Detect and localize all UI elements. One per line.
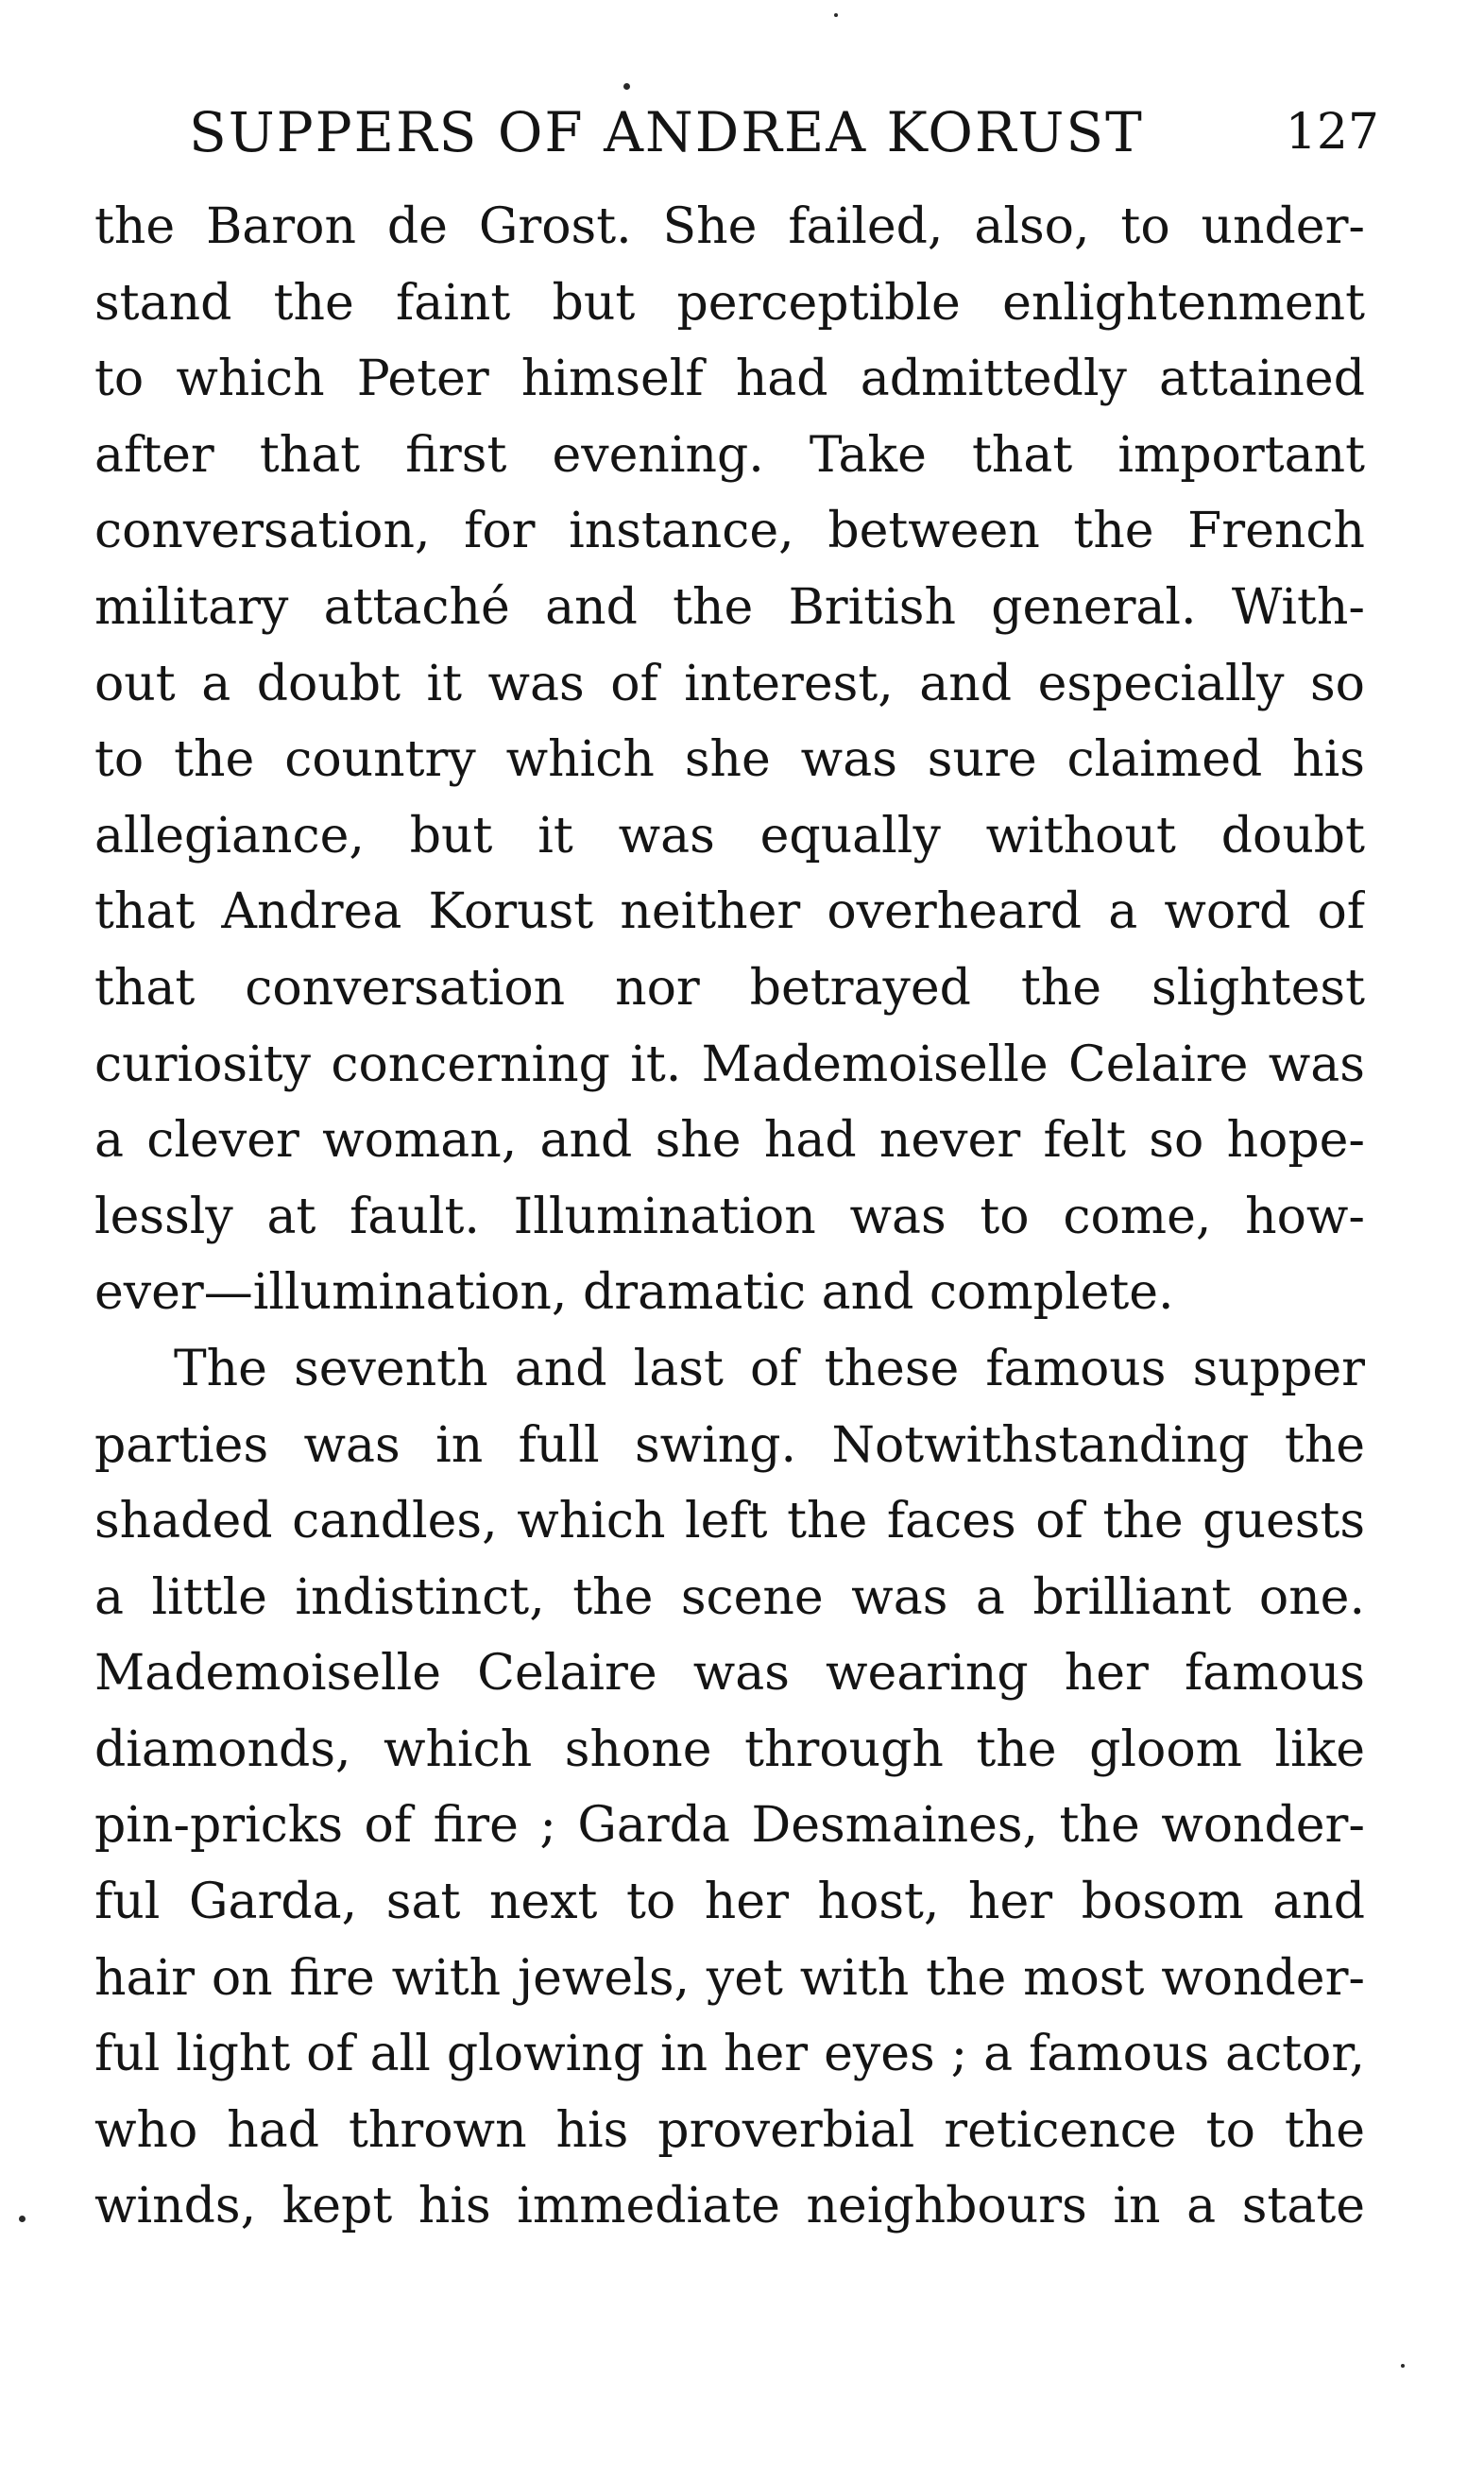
text-line: shaded candles, which left the faces of the guests — [94, 1493, 1365, 1550]
text-line: Mademoiselle Celaire was wearing her famous — [94, 1645, 1365, 1703]
text-line: the Baron de Grost. She failed, also, to under- — [94, 198, 1365, 255]
text-line: a clever woman, and she had never felt so hope- — [94, 1112, 1365, 1170]
text-line: a little indistinct, the scene was a brilliant one. — [94, 1568, 1365, 1626]
running-head — [189, 90, 1379, 175]
text-line: military attaché and the British general. With- — [94, 578, 1365, 636]
text-line: The seventh and last of these famous supper — [174, 1340, 1365, 1397]
text-line: diamonds, which shone through the gloom like — [94, 1720, 1365, 1778]
text-line: ful Garda, sat next to her host, her bosom and — [94, 1874, 1365, 1931]
text-line: ever—illumination, dramatic and complete. — [94, 1264, 1174, 1322]
text-line: ful light of all glowing in her eyes ; a famous actor, — [94, 2026, 1365, 2083]
paragraph-2 — [94, 1331, 1365, 2245]
text-line: hair on fire with jewels, yet with the most wonder- — [94, 1949, 1365, 2007]
text-line: allegiance, but it was equally without doubt — [94, 807, 1365, 864]
text-line: pin-pricks of fire ; Garda Desmaines, the wonder- — [94, 1797, 1365, 1855]
page-number: 127 — [1285, 104, 1379, 161]
text-line: to the country which she was sure claimed his — [94, 731, 1365, 789]
scan-speck — [834, 13, 838, 17]
text-line: conversation, for instance, between the French — [94, 503, 1365, 560]
text-line: who had thrown his proverbial reticence to the — [94, 2101, 1365, 2159]
scan-speck — [19, 2216, 26, 2222]
text-line: that Andrea Korust neither overheard a word of — [94, 883, 1365, 941]
running-head-title: SUPPERS OF ANDREA KORUST — [189, 100, 1144, 164]
text-line: curiosity concerning it. Mademoiselle Celaire was — [94, 1036, 1365, 1093]
text-line: stand the faint but perceptible enlightenment — [94, 274, 1365, 332]
text-line: parties was in full swing. Notwithstanding the — [94, 1416, 1365, 1474]
text-line: to which Peter himself had admittedly attained — [94, 351, 1365, 408]
scan-speck — [623, 83, 630, 90]
scan-speck — [1401, 2364, 1405, 2368]
body-text — [94, 189, 1365, 2245]
paragraph-1 — [94, 189, 1365, 1331]
text-line: that conversation nor betrayed the slightest — [94, 959, 1365, 1017]
text-line: lessly at fault. Illumination was to come, how- — [94, 1188, 1365, 1245]
text-line: after that first evening. Take that important — [94, 426, 1365, 484]
text-line: out a doubt it was of interest, and especially so — [94, 655, 1365, 712]
text-line: winds, kept his immediate neighbours in a state — [94, 2178, 1365, 2235]
